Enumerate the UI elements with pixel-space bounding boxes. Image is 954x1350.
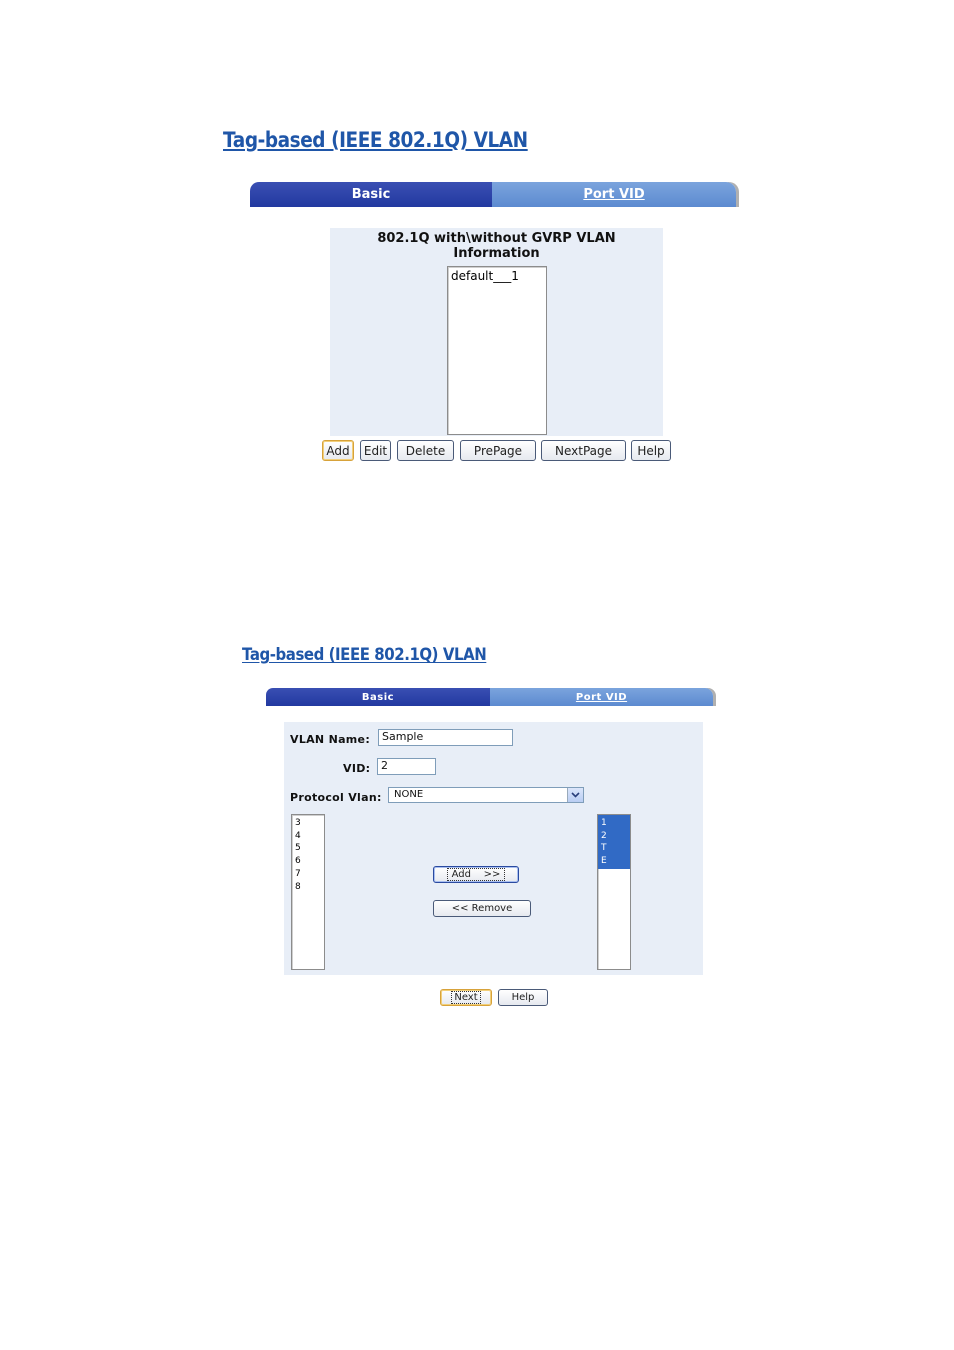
- list-item[interactable]: E: [601, 856, 607, 867]
- list-item[interactable]: 5: [295, 843, 301, 854]
- tab-bar: [250, 182, 736, 207]
- vlan-list-item[interactable]: default___1: [451, 269, 519, 283]
- tab-port-vid[interactable]: [490, 688, 713, 706]
- available-ports-listbox[interactable]: [291, 814, 325, 970]
- list-item[interactable]: T: [601, 843, 607, 854]
- protocol-vlan-value: NONE: [394, 789, 424, 800]
- list-item[interactable]: 1: [601, 818, 607, 828]
- protocol-vlan-label: Protocol Vlan:: [290, 791, 382, 804]
- add-port-button-label: Add >>: [447, 868, 506, 881]
- help-button[interactable]: Help: [631, 440, 671, 461]
- tab-port-vid-label: Port VID: [583, 187, 645, 202]
- tab-basic[interactable]: [266, 688, 490, 706]
- nextpage-button[interactable]: NextPage: [541, 440, 626, 461]
- list-item[interactable]: 6: [295, 856, 301, 867]
- vlan-listbox[interactable]: [447, 266, 547, 435]
- tab-port-vid[interactable]: [492, 182, 736, 207]
- panel-heading-line1: 802.1Q with\without GVRP VLAN: [377, 231, 616, 246]
- list-item[interactable]: 7: [295, 868, 301, 879]
- panel-heading: [330, 231, 663, 261]
- add-port-button[interactable]: [433, 866, 519, 883]
- tab-basic[interactable]: [250, 182, 492, 207]
- vlan-info-panel: [330, 228, 663, 436]
- list-item[interactable]: 3: [295, 818, 301, 828]
- vlan-edit-panel: [284, 722, 703, 975]
- tab-basic-label: Basic: [351, 187, 391, 202]
- vlan-name-input[interactable]: Sample: [378, 729, 513, 746]
- next-button-label: Next: [451, 991, 480, 1004]
- vlan-name-label: VLAN Name:: [290, 733, 371, 746]
- vid-input[interactable]: 2: [377, 758, 436, 775]
- list-item[interactable]: 8: [295, 881, 301, 892]
- list-item[interactable]: 4: [295, 830, 301, 841]
- remove-port-button[interactable]: << Remove: [433, 900, 531, 917]
- delete-button[interactable]: Delete: [397, 440, 454, 461]
- tab-port-vid-label: Port VID: [575, 691, 628, 703]
- selected-ports-listbox[interactable]: [597, 814, 631, 970]
- prepage-button[interactable]: PrePage: [460, 440, 536, 461]
- vid-label: VID:: [343, 762, 371, 775]
- next-button[interactable]: [440, 989, 492, 1006]
- tab-bar: [266, 688, 713, 706]
- tab-basic-label: Basic: [361, 691, 395, 703]
- add-button[interactable]: Add: [322, 440, 354, 461]
- edit-button[interactable]: Edit: [360, 440, 391, 461]
- list-item[interactable]: 2: [601, 830, 607, 841]
- page-title: Tag-based (IEEE 802.1Q) VLAN: [223, 128, 528, 152]
- panel-heading-line2: Information: [453, 246, 540, 261]
- protocol-vlan-select[interactable]: [388, 787, 584, 803]
- help-button[interactable]: Help: [498, 989, 548, 1006]
- page-title: Tag-based (IEEE 802.1Q) VLAN: [242, 645, 487, 665]
- chevron-down-icon[interactable]: [567, 788, 583, 802]
